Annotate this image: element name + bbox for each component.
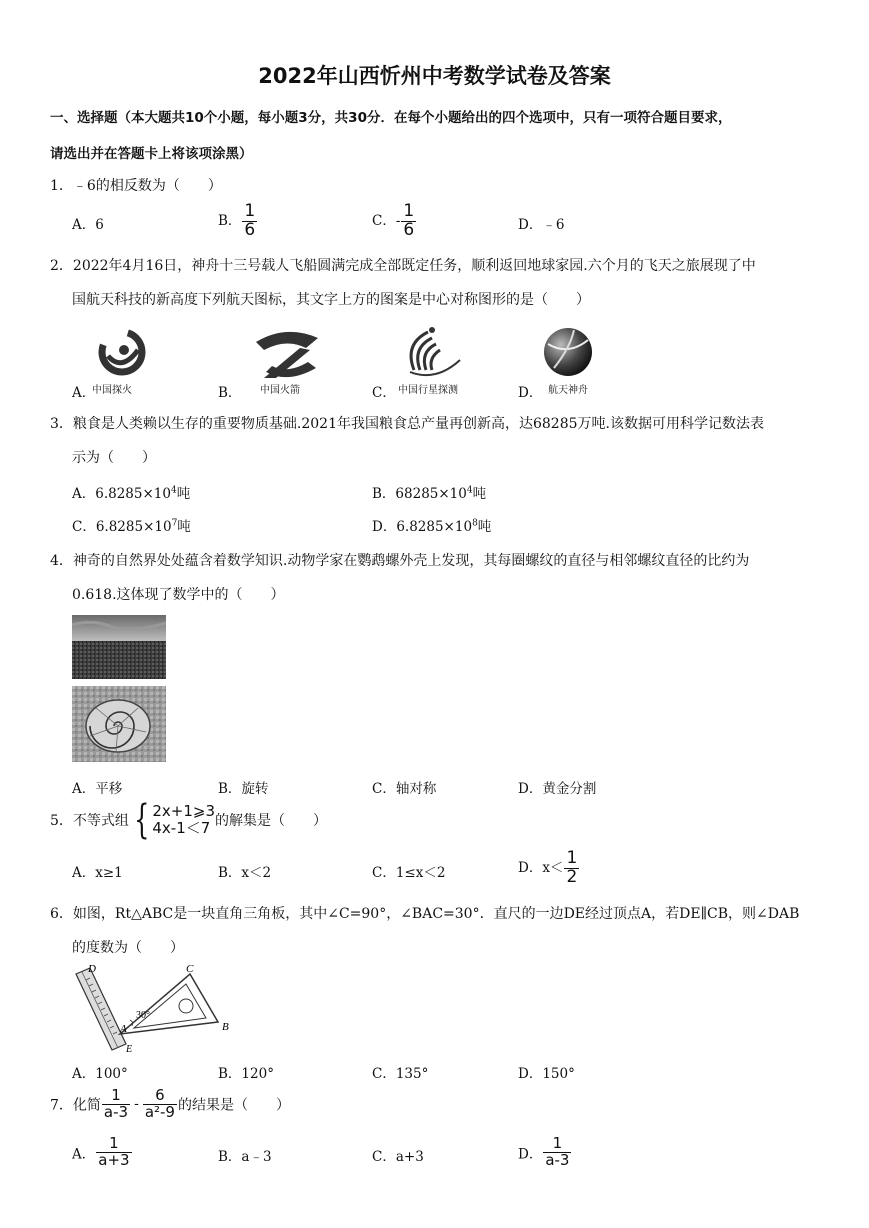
q2-option-b: B． [218, 385, 242, 401]
q1-option-c-fraction: $\frac{1}{6}$ [403, 201, 415, 240]
q1-option-a: A．6 [72, 217, 104, 233]
q7-option-b: B．a﹣3 [218, 1149, 272, 1165]
q6-stem-line1: 6．如图，Rt△ABC是一块直角三角板，其中∠C=90°，∠BAC=30°．直尺的一边DE经过顶点A，若DE∥CB，则∠DAB [50, 906, 800, 922]
label-b: B [222, 1021, 229, 1033]
q7-option-d: D． $\frac{1}{a-3}$ [518, 1134, 570, 1169]
q5-option-d-fraction: $\frac{1}{2}$ [566, 848, 578, 887]
triangle-ruler-figure [70, 960, 240, 1056]
q2-option-c: C． [372, 385, 396, 401]
q2-stem-line2: 国航天科技的新高度下列航天图标，其文字上方的图案是中心对称图形的是（ ） [72, 292, 590, 308]
q7-fraction-1: $\frac{1}{a-3}$ [103, 1086, 129, 1121]
label-c: C [186, 963, 194, 975]
nautilus-shell-photo [72, 686, 166, 762]
logo-c-planet-exploration-icon [400, 324, 470, 380]
q4-option-b: B．旋转 [218, 781, 269, 797]
q1-option-c: C．- $\frac{1}{6}$ [372, 201, 415, 240]
q6-option-b: B．120° [218, 1066, 274, 1082]
label-a: A [120, 1023, 127, 1035]
q6-option-c: C．135° [372, 1066, 429, 1082]
q3-stem-line2: 示为（ ） [72, 450, 156, 466]
landscape-photo [72, 615, 166, 679]
q5-stem: 5．不等式组 { 2x+1⩾3 4x-1＜7 的解集是（ ） [50, 797, 328, 843]
logo-d-label: 航天神舟 [548, 385, 588, 396]
q3-option-d: D．$6.8285\times 10^8$吨 [372, 518, 492, 535]
q1-option-b-fraction: $\frac{1}{6}$ [244, 201, 256, 240]
q4-option-d: D．黄金分割 [518, 781, 597, 797]
logo-d-shenzhou-icon [540, 326, 600, 380]
label-d: D [88, 963, 96, 975]
q4-stem-line2: 0.618.这体现了数学中的（ ） [72, 587, 285, 603]
q6-option-d: D．150° [518, 1066, 575, 1082]
q4-option-a: A．平移 [72, 781, 123, 797]
page-title: 2022年山西忻州中考数学试卷及答案 [258, 64, 611, 88]
q7-option-d-fraction: $\frac{1}{a-3}$ [545, 1134, 570, 1169]
q7-option-a-fraction: $\frac{1}{a+3}$ [98, 1134, 130, 1169]
section-header-line2: 请选出并在答题卡上将该项涂黑） [50, 146, 253, 162]
q3-option-b: B．$68285\times 10^4$吨 [372, 485, 487, 502]
q3-stem-line1: 3．粮食是人类赖以生存的重要物质基础.2021年我国粮食总产量再创新高，达68285万吨.该数据可用科学记数法表 [50, 416, 764, 432]
label-e: E [126, 1044, 133, 1055]
q3-option-a: A．$6.8285\times 10^4$吨 [72, 485, 191, 502]
logo-a-mars-icon [88, 328, 158, 382]
q7-fraction-2: $\frac{6}{\text{a²-9}}$ [144, 1086, 175, 1121]
q4-option-c: C．轴对称 [372, 781, 437, 797]
q5-option-c: C．1≤x＜2 [372, 865, 446, 881]
ruler-shape [76, 968, 126, 1050]
q5-option-d: D．x＜ $\frac{1}{2}$ [518, 848, 578, 887]
q5-option-b: B．x＜2 [218, 865, 272, 881]
q6-stem-line2: 的度数为（ ） [72, 940, 184, 956]
q2-stem-line1: 2．2022年4月16日，神舟十三号载人飞船圆满完成全部既定任务，顺利返回地球家园.六个月的飞天之旅展现了中 [50, 258, 756, 274]
logo-a-label: 中国探火 [92, 385, 132, 396]
q3-option-c: C．$6.8285\times 10^7$吨 [72, 518, 191, 535]
q7-option-c: C．a+3 [372, 1149, 424, 1165]
section-header-line1: 一、选择题（本大题共10个小题，每小题3分，共30分．在每个小题给出的四个选项中，只有一项符合题目要求， [50, 110, 732, 126]
logo-c-label: 中国行星探测 [398, 385, 458, 396]
q1-stem: 1．﹣6的相反数为（ ） [50, 178, 222, 194]
q4-stem-line1: 4．神奇的自然界处处蕴含着数学知识.动物学家在鹦鹉螺外壳上发现，其每圈螺纹的直径与相邻螺纹直径的比约为 [50, 553, 750, 569]
q1-option-d: D．﹣6 [518, 217, 565, 233]
q6-option-a: A．100° [72, 1066, 128, 1082]
logo-b-rocket-icon [246, 328, 326, 382]
q1-option-b: B． $\frac{1}{6}$ [218, 201, 256, 240]
logo-b-label: 中国火箭 [260, 385, 300, 396]
q5-inequality-system: { 2x+1⩾3 4x-1＜7 [134, 797, 216, 843]
q5-option-a: A．x≥1 [72, 865, 123, 881]
q2-option-a: A． [72, 385, 96, 401]
q7-stem: 7．化简 $\frac{1}{a-3}$ - $\frac{6}{\text{a²-9}}$ 的结果是（ ） [50, 1086, 290, 1121]
triangle-set-square [120, 974, 218, 1034]
q2-option-d: D． [518, 385, 543, 401]
angle-label: 30° [136, 1010, 150, 1021]
q7-option-a: A． $\frac{1}{a+3}$ [72, 1134, 130, 1169]
